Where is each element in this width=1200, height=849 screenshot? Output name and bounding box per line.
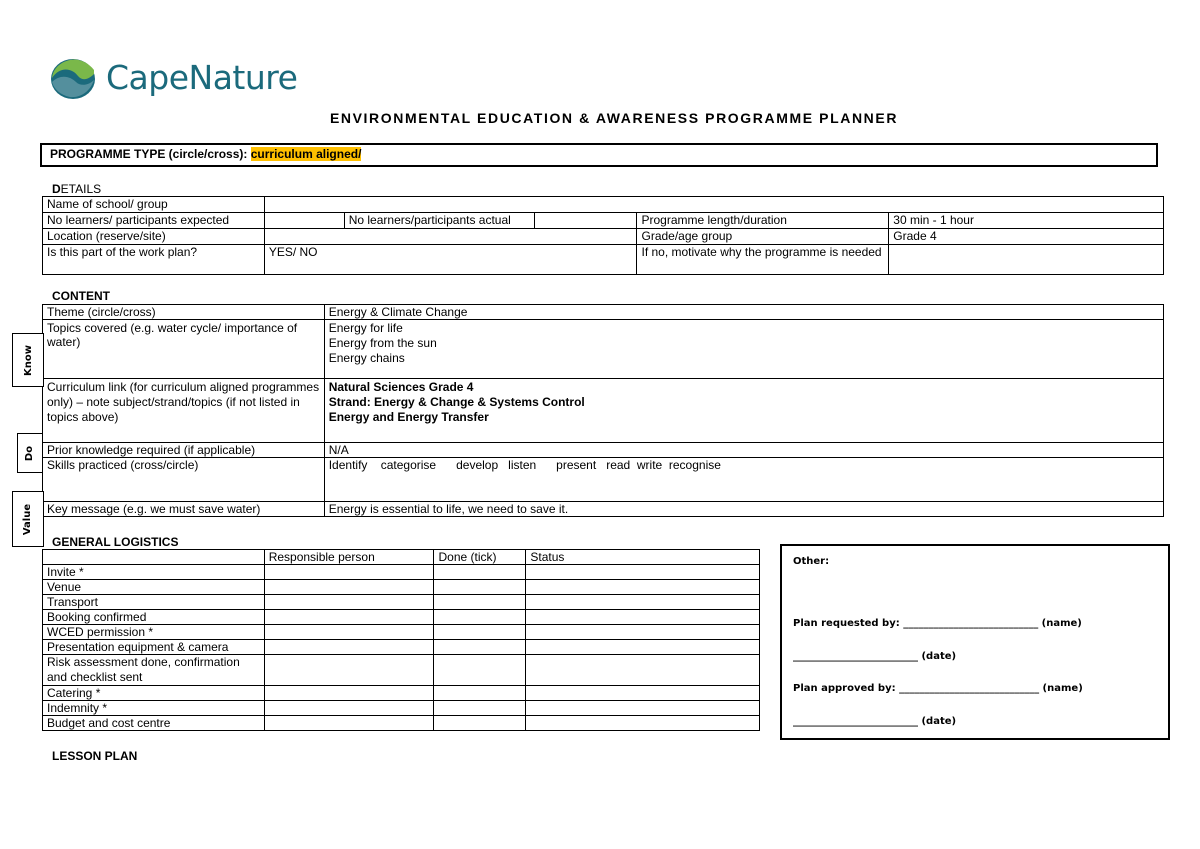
table-row: [43, 640, 760, 655]
value-label: Value: [12, 491, 44, 547]
plan-requested-line[interactable]: Plan requested by: ___________________________ (name): [793, 618, 1082, 629]
status-cell[interactable]: [526, 701, 760, 716]
content-heading: CONTENT: [52, 289, 110, 303]
status-cell[interactable]: [526, 595, 760, 610]
length-value[interactable]: 30 min - 1 hour: [889, 213, 1164, 229]
responsible-cell[interactable]: [264, 640, 434, 655]
done-cell[interactable]: [434, 595, 526, 610]
school-label: Name of school/ group: [43, 197, 265, 213]
responsible-cell[interactable]: [264, 565, 434, 580]
logistics-item: Indemnity *: [43, 701, 265, 716]
grade-label: Grade/age group: [637, 229, 889, 245]
logistics-item: Catering *: [43, 686, 265, 701]
logistics-item: Venue: [43, 580, 265, 595]
table-row: [43, 701, 760, 716]
table-row: [43, 655, 760, 686]
grade-value[interactable]: Grade 4: [889, 229, 1164, 245]
programme-type-label: PROGRAMME TYPE (circle/cross):: [50, 147, 248, 161]
table-row: [43, 565, 760, 580]
skills-label: Skills practiced (cross/circle): [43, 458, 325, 502]
logistics-item: Invite *: [43, 565, 265, 580]
status-cell[interactable]: [526, 610, 760, 625]
topic-item: Energy from the sun: [328, 336, 437, 350]
length-label: Programme length/duration: [637, 213, 889, 229]
programme-type-box: [40, 143, 1158, 167]
logistics-item: Risk assessment done, confirmation and checklist sent: [43, 655, 265, 686]
motivate-field[interactable]: [889, 245, 1164, 275]
programme-type-value: curriculum aligned/: [250, 147, 362, 161]
lesson-plan-heading: LESSON PLAN: [52, 749, 138, 763]
learners-expected-label: No learners/ participants expected: [43, 213, 265, 229]
topic-item: Energy for life: [328, 321, 403, 335]
key-message-label: Key message (e.g. we must save water): [43, 502, 325, 517]
done-cell[interactable]: [434, 655, 526, 686]
logistics-col-item: [43, 550, 265, 565]
status-cell[interactable]: [526, 625, 760, 640]
table-row: [43, 580, 760, 595]
responsible-cell[interactable]: [264, 655, 434, 686]
workplan-value[interactable]: YES/ NO: [264, 245, 637, 275]
logistics-item: Booking confirmed: [43, 610, 265, 625]
logistics-heading: GENERAL LOGISTICS: [52, 535, 179, 549]
location-field[interactable]: [264, 229, 637, 245]
other-label: Other:: [793, 556, 830, 567]
logistics-item: WCED permission *: [43, 625, 265, 640]
learners-actual-label: No learners/participants actual: [344, 213, 534, 229]
done-cell[interactable]: [434, 686, 526, 701]
page-title: ENVIRONMENTAL EDUCATION & AWARENESS PROGRAMME PLANNER: [329, 110, 899, 126]
done-cell[interactable]: [434, 565, 526, 580]
done-cell[interactable]: [434, 640, 526, 655]
logistics-col-done: Done (tick): [434, 550, 526, 565]
learners-actual-field[interactable]: [534, 213, 637, 229]
prior-label: Prior knowledge required (if applicable): [43, 443, 325, 458]
done-cell[interactable]: [434, 610, 526, 625]
logo-text: CapeNature: [106, 58, 298, 97]
done-cell[interactable]: [434, 625, 526, 640]
plan-approved-line[interactable]: Plan approved by: ____________________________ (name): [793, 683, 1083, 694]
know-label: Know: [12, 333, 44, 387]
curriculum-item: Energy and Energy Transfer: [328, 410, 489, 424]
learners-expected-field[interactable]: [264, 213, 344, 229]
status-cell[interactable]: [526, 716, 760, 731]
do-label: Do: [17, 433, 43, 473]
responsible-cell[interactable]: [264, 580, 434, 595]
theme-label: Theme (circle/cross): [43, 305, 325, 320]
curriculum-item: Natural Sciences Grade 4: [328, 380, 474, 394]
table-row: [43, 610, 760, 625]
details-table: [42, 196, 1164, 275]
table-row: [43, 595, 760, 610]
responsible-cell[interactable]: [264, 625, 434, 640]
logo: [50, 58, 300, 102]
table-row: [43, 716, 760, 731]
done-cell[interactable]: [434, 701, 526, 716]
logistics-table: [42, 549, 760, 731]
content-table: [42, 304, 1164, 517]
theme-value[interactable]: Energy & Climate Change: [324, 305, 1163, 320]
table-row: [43, 686, 760, 701]
status-cell[interactable]: [526, 580, 760, 595]
logistics-item: Presentation equipment & camera: [43, 640, 265, 655]
topics-value[interactable]: [324, 320, 1163, 379]
plan-requested-date[interactable]: _________________________ (date): [793, 651, 957, 662]
location-label: Location (reserve/site): [43, 229, 265, 245]
school-field[interactable]: [264, 197, 1163, 213]
logistics-item: Transport: [43, 595, 265, 610]
status-cell[interactable]: [526, 655, 760, 686]
details-heading: DETAILS: [52, 182, 102, 196]
responsible-cell[interactable]: [264, 610, 434, 625]
capenature-logo-icon: [50, 58, 96, 100]
status-cell[interactable]: [526, 686, 760, 701]
prior-value[interactable]: N/A: [324, 443, 1163, 458]
responsible-cell[interactable]: [264, 595, 434, 610]
other-box: [780, 544, 1170, 740]
responsible-cell[interactable]: [264, 701, 434, 716]
curriculum-label: Curriculum link (for curriculum aligned programmes only) – note subject/strand/topics (if not listed in topics above): [43, 379, 325, 443]
responsible-cell[interactable]: [264, 716, 434, 731]
status-cell[interactable]: [526, 565, 760, 580]
plan-approved-date[interactable]: _________________________ (date): [793, 716, 957, 727]
logistics-col-responsible: Responsible person: [264, 550, 434, 565]
motivate-label: If no, motivate why the programme is needed: [637, 245, 889, 275]
responsible-cell[interactable]: [264, 686, 434, 701]
curriculum-value[interactable]: [324, 379, 1163, 443]
topic-item: Energy chains: [328, 351, 405, 365]
status-cell[interactable]: [526, 640, 760, 655]
logistics-col-status: Status: [526, 550, 760, 565]
done-cell[interactable]: [434, 580, 526, 595]
curriculum-item: Strand: Energy & Change & Systems Control: [328, 395, 585, 409]
logistics-item: Budget and cost centre: [43, 716, 265, 731]
table-row: [43, 625, 760, 640]
key-message-value[interactable]: Energy is essential to life, we need to save it.: [324, 502, 1163, 517]
workplan-label: Is this part of the work plan?: [43, 245, 265, 275]
topics-label: Topics covered (e.g. water cycle/ importance of water): [43, 320, 325, 379]
done-cell[interactable]: [434, 716, 526, 731]
skills-value[interactable]: Identify categorise develop listen present read write recognise: [324, 458, 1163, 502]
